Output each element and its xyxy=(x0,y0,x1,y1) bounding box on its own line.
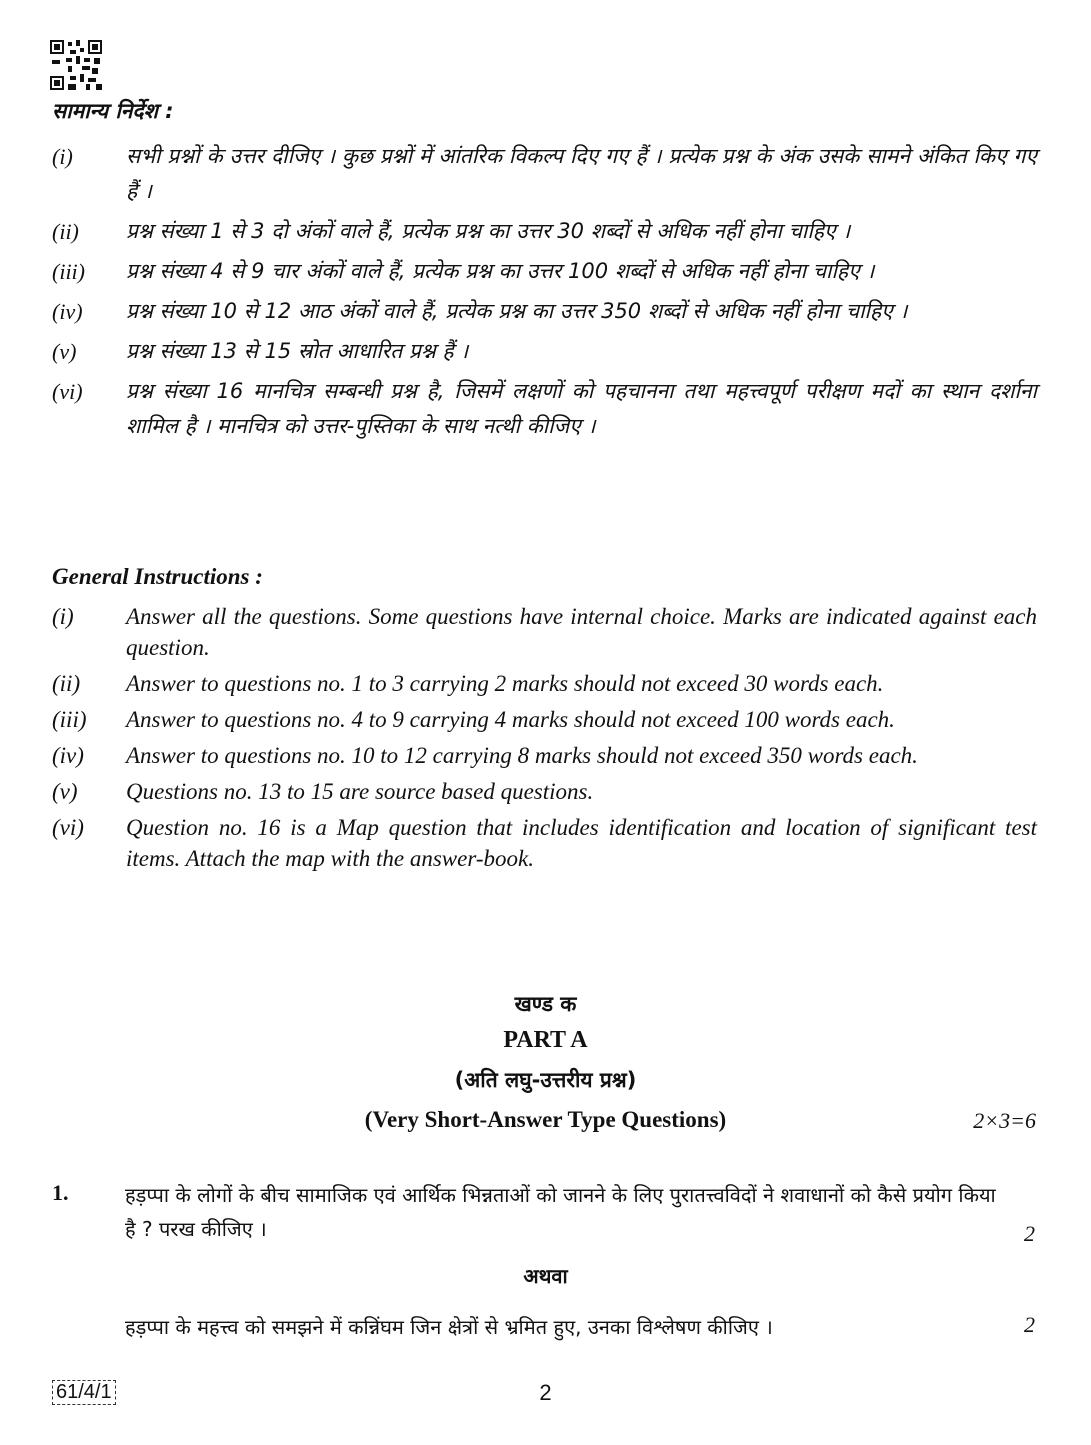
alternative-question-marks: 2 xyxy=(1024,1312,1035,1337)
item-text: Question no. 16 is a Map question that includes identification and location of significant test items. Attach the map with the answer-book. xyxy=(126,815,1037,871)
list-item xyxy=(52,740,1037,771)
item-number: (vi) xyxy=(52,815,84,840)
item-text: प्रश्न संख्या 16 मानचित्र सम्बन्धी प्रश्न है, जिसमें लक्षणों को पहचानना तथा महत्त्वपूर्ण परीक्षण मदों का स्थान दर्शाना शामिल है । मानचित्र को उत्तर-पुस्तिका के साथ नत्थी कीजिए । xyxy=(126,379,1037,438)
item-number: (iv) xyxy=(52,299,83,324)
item-text: सभी प्रश्नों के उत्तर दीजिए । कुछ प्रश्नों में आंतरिक विकल्प दिए गए हैं । प्रत्येक प्रश्न के अंक उसके सामने अंकित किए गए हैं । xyxy=(126,144,1037,203)
part-subtitle-english: (Very Short-Answer Type Questions) xyxy=(364,1107,727,1132)
item-number: (vi) xyxy=(52,379,83,404)
item-text: Answer to questions no. 4 to 9 carrying 4 marks should not exceed 100 words each. xyxy=(126,707,895,732)
list-item xyxy=(52,294,1037,329)
item-text: Answer to questions no. 10 to 12 carrying 8 marks should not exceed 350 words each. xyxy=(126,743,918,768)
item-text: प्रश्न संख्या 1 से 3 दो अंकों वाले हैं, प्रत्येक प्रश्न का उत्तर 30 शब्दों से अधिक नहीं होना चाहिए । xyxy=(126,219,851,243)
part-subtitle-hindi: (अति लघु-उत्तरीय प्रश्न) xyxy=(454,1068,637,1092)
list-item xyxy=(52,776,1037,807)
list-item xyxy=(52,139,1037,209)
item-number: (ii) xyxy=(52,671,81,696)
item-number: (iii) xyxy=(52,259,85,284)
question-marks: 2 xyxy=(1024,1221,1035,1246)
item-number: (v) xyxy=(52,779,78,804)
page-number: 2 xyxy=(539,1380,552,1405)
item-text: Questions no. 13 to 15 are source based questions. xyxy=(126,779,594,804)
question-number: 1. xyxy=(52,1180,69,1205)
hindi-instructions-list xyxy=(52,139,1037,449)
item-number: (i) xyxy=(52,604,74,629)
or-label: अथवा xyxy=(523,1264,568,1288)
item-number: (i) xyxy=(52,144,73,169)
list-item xyxy=(52,214,1037,249)
item-text: Answer all the questions. Some questions have internal choice. Marks are indicated against each question. xyxy=(126,604,1037,660)
item-text: प्रश्न संख्या 13 से 15 स्रोत आधारित प्रश्न हैं । xyxy=(126,339,469,363)
item-number: (iii) xyxy=(52,707,87,732)
item-text: प्रश्न संख्या 10 से 12 आठ अंकों वाले हैं, प्रत्येक प्रश्न का उत्तर 350 शब्दों से अधिक नहीं होना चाहिए । xyxy=(126,299,908,323)
english-instructions-list xyxy=(52,601,1037,879)
item-number: (ii) xyxy=(52,219,79,244)
list-item xyxy=(52,601,1037,663)
paper-code: 61/4/1 xyxy=(52,1380,116,1405)
marks-scheme: 2×3=6 xyxy=(973,1108,1036,1133)
question-text: हड़प्पा के लोगों के बीच सामाजिक एवं आर्थिक भिन्नताओं को जानने के लिए पुरातत्त्वविदों ने शवाधानों को कैसे प्रयोग किया है ? परख कीजिए । xyxy=(125,1183,996,1241)
list-item xyxy=(52,334,1037,369)
list-item xyxy=(52,704,1037,735)
item-text: प्रश्न संख्या 4 से 9 चार अंकों वाले हैं, प्रत्येक प्रश्न का उत्तर 100 शब्दों से अधिक नहीं होना चाहिए । xyxy=(126,259,875,283)
item-text: Answer to questions no. 1 to 3 carrying 2 marks should not exceed 30 words each. xyxy=(126,671,884,696)
item-number: (v) xyxy=(52,339,77,364)
list-item xyxy=(52,668,1037,699)
item-number: (iv) xyxy=(52,743,84,768)
hindi-instructions-heading: सामान्य निर्देश : xyxy=(52,99,174,123)
qr-code xyxy=(50,40,102,90)
list-item xyxy=(52,812,1037,874)
english-instructions-heading: General Instructions : xyxy=(52,564,263,589)
list-item xyxy=(52,374,1037,444)
part-title-english: PART A xyxy=(503,1027,588,1053)
alternative-question-text: हड़प्पा के महत्त्व को समझने में कन्निंघम जिन क्षेत्रों से भ्रमित हुए, उनका विश्लेषण कीजिए । xyxy=(125,1315,773,1339)
list-item xyxy=(52,254,1037,289)
part-title-hindi: खण्ड क xyxy=(514,992,577,1016)
